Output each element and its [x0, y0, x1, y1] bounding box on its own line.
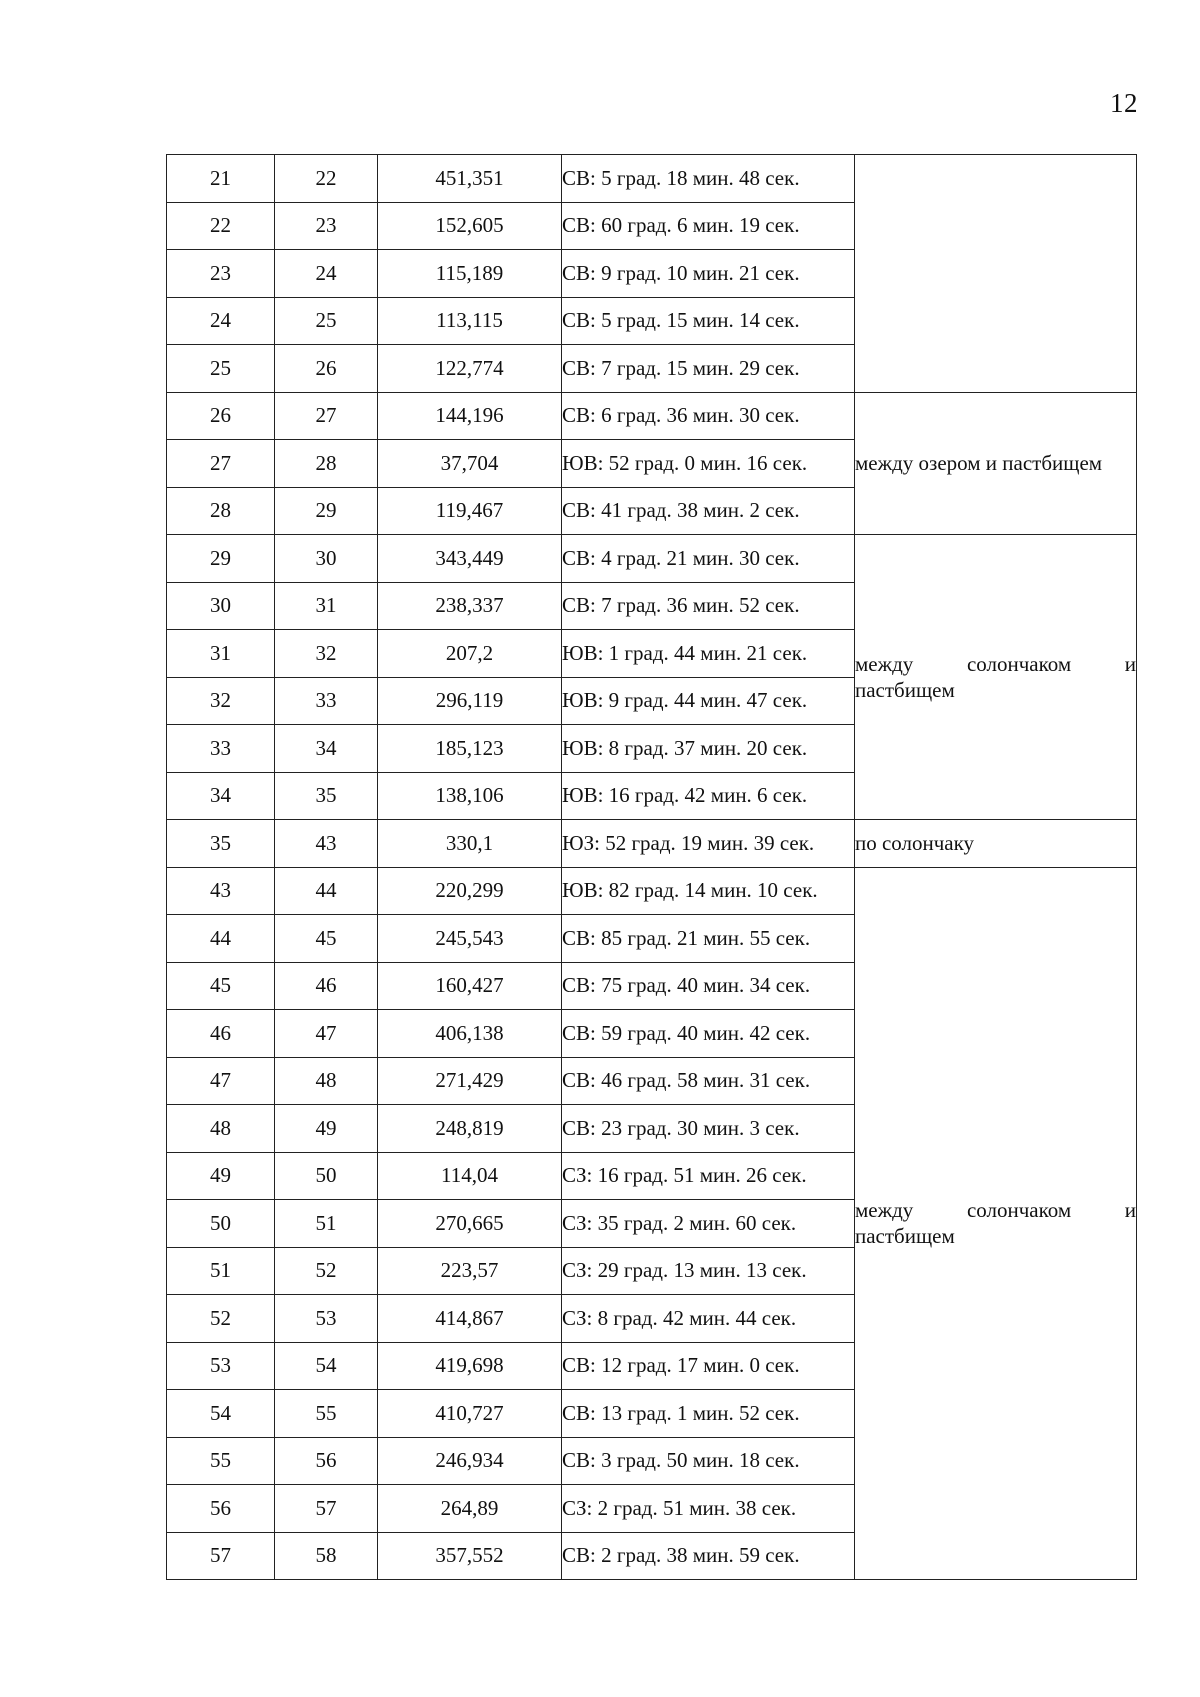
table-body: [167, 155, 1137, 1580]
table-row: [167, 820, 1137, 868]
point-to-cell: 43: [275, 820, 378, 868]
length-cell: 160,427: [378, 962, 562, 1010]
length-cell: 37,704: [378, 440, 562, 488]
point-from-cell: 30: [167, 582, 275, 630]
boundary-description-cell: по солончаку: [855, 820, 1137, 868]
point-from-cell: 35: [167, 820, 275, 868]
point-to-cell: 28: [275, 440, 378, 488]
length-cell: 270,665: [378, 1200, 562, 1248]
length-cell: 144,196: [378, 392, 562, 440]
direction-cell: СВ: 5 град. 18 мин. 48 сек.: [562, 155, 855, 203]
point-from-cell: 34: [167, 772, 275, 820]
boundary-description-cell: [855, 155, 1137, 393]
direction-cell: СВ: 7 град. 36 мин. 52 сек.: [562, 582, 855, 630]
direction-cell: СВ: 60 град. 6 мин. 19 сек.: [562, 202, 855, 250]
point-from-cell: 26: [167, 392, 275, 440]
point-to-cell: 30: [275, 535, 378, 583]
direction-cell: ЮЗ: 52 град. 19 мин. 39 сек.: [562, 820, 855, 868]
direction-cell: СВ: 4 град. 21 мин. 30 сек.: [562, 535, 855, 583]
direction-cell: СЗ: 29 град. 13 мин. 13 сек.: [562, 1247, 855, 1295]
direction-cell: СЗ: 2 град. 51 мин. 38 сек.: [562, 1485, 855, 1533]
length-cell: 115,189: [378, 250, 562, 298]
point-to-cell: 54: [275, 1342, 378, 1390]
direction-cell: СВ: 46 град. 58 мин. 31 сек.: [562, 1057, 855, 1105]
description-line: [855, 651, 1136, 677]
point-to-cell: 24: [275, 250, 378, 298]
point-to-cell: 58: [275, 1532, 378, 1580]
point-from-cell: 31: [167, 630, 275, 678]
point-to-cell: 31: [275, 582, 378, 630]
description-line: [855, 1197, 1136, 1223]
direction-cell: СВ: 41 град. 38 мин. 2 сек.: [562, 487, 855, 535]
point-from-cell: 33: [167, 725, 275, 773]
point-to-cell: 29: [275, 487, 378, 535]
length-cell: 264,89: [378, 1485, 562, 1533]
point-to-cell: 55: [275, 1390, 378, 1438]
direction-cell: СВ: 12 град. 17 мин. 0 сек.: [562, 1342, 855, 1390]
point-from-cell: 53: [167, 1342, 275, 1390]
point-from-cell: 32: [167, 677, 275, 725]
length-cell: 296,119: [378, 677, 562, 725]
description-word: солончаком: [966, 651, 1072, 676]
length-cell: 119,467: [378, 487, 562, 535]
point-to-cell: 53: [275, 1295, 378, 1343]
direction-cell: ЮВ: 52 град. 0 мин. 16 сек.: [562, 440, 855, 488]
point-to-cell: 26: [275, 345, 378, 393]
boundary-description-cell: между озером и пастбищем: [855, 392, 1137, 535]
length-cell: 246,934: [378, 1437, 562, 1485]
table-row: [167, 867, 1137, 915]
point-to-cell: 52: [275, 1247, 378, 1295]
point-from-cell: 52: [167, 1295, 275, 1343]
table-row: [167, 535, 1137, 583]
length-cell: 113,115: [378, 297, 562, 345]
direction-cell: ЮВ: 16 град. 42 мин. 6 сек.: [562, 772, 855, 820]
direction-cell: ЮВ: 8 град. 37 мин. 20 сек.: [562, 725, 855, 773]
length-cell: 238,337: [378, 582, 562, 630]
point-from-cell: 48: [167, 1105, 275, 1153]
direction-cell: СВ: 2 град. 38 мин. 59 сек.: [562, 1532, 855, 1580]
length-cell: 406,138: [378, 1010, 562, 1058]
point-to-cell: 57: [275, 1485, 378, 1533]
point-from-cell: 23: [167, 250, 275, 298]
length-cell: 138,106: [378, 772, 562, 820]
point-to-cell: 49: [275, 1105, 378, 1153]
direction-cell: СЗ: 8 град. 42 мин. 44 сек.: [562, 1295, 855, 1343]
point-from-cell: 51: [167, 1247, 275, 1295]
point-from-cell: 55: [167, 1437, 275, 1485]
boundary-description-cell: [855, 535, 1137, 820]
point-to-cell: 33: [275, 677, 378, 725]
point-from-cell: 47: [167, 1057, 275, 1105]
length-cell: 152,605: [378, 202, 562, 250]
length-cell: 330,1: [378, 820, 562, 868]
table-row: [167, 392, 1137, 440]
length-cell: 185,123: [378, 725, 562, 773]
description-line: пастбищем: [855, 1224, 955, 1249]
point-from-cell: 44: [167, 915, 275, 963]
length-cell: 271,429: [378, 1057, 562, 1105]
direction-cell: СВ: 6 град. 36 мин. 30 сек.: [562, 392, 855, 440]
point-to-cell: 46: [275, 962, 378, 1010]
point-from-cell: 28: [167, 487, 275, 535]
point-to-cell: 25: [275, 297, 378, 345]
point-from-cell: 25: [167, 345, 275, 393]
point-from-cell: 29: [167, 535, 275, 583]
description-word: и: [1124, 651, 1136, 676]
length-cell: 220,299: [378, 867, 562, 915]
length-cell: 419,698: [378, 1342, 562, 1390]
point-to-cell: 34: [275, 725, 378, 773]
point-to-cell: 44: [275, 867, 378, 915]
point-to-cell: 22: [275, 155, 378, 203]
point-from-cell: 45: [167, 962, 275, 1010]
length-cell: 207,2: [378, 630, 562, 678]
point-from-cell: 43: [167, 867, 275, 915]
direction-cell: СВ: 13 град. 1 мин. 52 сек.: [562, 1390, 855, 1438]
direction-cell: СВ: 7 град. 15 мин. 29 сек.: [562, 345, 855, 393]
length-cell: 122,774: [378, 345, 562, 393]
point-from-cell: 49: [167, 1152, 275, 1200]
point-to-cell: 45: [275, 915, 378, 963]
description-word: солончаком: [966, 1198, 1072, 1222]
point-to-cell: 35: [275, 772, 378, 820]
direction-cell: СВ: 75 град. 40 мин. 34 сек.: [562, 962, 855, 1010]
table-row: [167, 155, 1137, 203]
point-from-cell: 24: [167, 297, 275, 345]
point-to-cell: 48: [275, 1057, 378, 1105]
description-word: и: [1124, 1198, 1136, 1222]
point-from-cell: 56: [167, 1485, 275, 1533]
length-cell: 248,819: [378, 1105, 562, 1153]
length-cell: 245,543: [378, 915, 562, 963]
point-to-cell: 51: [275, 1200, 378, 1248]
point-to-cell: 47: [275, 1010, 378, 1058]
boundary-table: [166, 154, 1137, 1580]
point-from-cell: 22: [167, 202, 275, 250]
point-from-cell: 46: [167, 1010, 275, 1058]
point-to-cell: 23: [275, 202, 378, 250]
boundary-description-cell: [855, 867, 1137, 1580]
point-to-cell: 32: [275, 630, 378, 678]
point-from-cell: 21: [167, 155, 275, 203]
direction-cell: СВ: 5 град. 15 мин. 14 сек.: [562, 297, 855, 345]
page-number: 12: [1110, 88, 1138, 118]
length-cell: 451,351: [378, 155, 562, 203]
point-to-cell: 56: [275, 1437, 378, 1485]
description-word: между: [855, 1198, 914, 1222]
direction-cell: СВ: 59 град. 40 мин. 42 сек.: [562, 1010, 855, 1058]
length-cell: 357,552: [378, 1532, 562, 1580]
direction-cell: ЮВ: 82 град. 14 мин. 10 сек.: [562, 867, 855, 915]
direction-cell: СВ: 23 град. 30 мин. 3 сек.: [562, 1105, 855, 1153]
description-word: между: [855, 651, 914, 676]
direction-cell: СЗ: 35 град. 2 мин. 60 сек.: [562, 1200, 855, 1248]
length-cell: 223,57: [378, 1247, 562, 1295]
description-line: пастбищем: [855, 678, 955, 702]
length-cell: 114,04: [378, 1152, 562, 1200]
direction-cell: СЗ: 16 град. 51 мин. 26 сек.: [562, 1152, 855, 1200]
direction-cell: ЮВ: 9 град. 44 мин. 47 сек.: [562, 677, 855, 725]
point-from-cell: 27: [167, 440, 275, 488]
length-cell: 343,449: [378, 535, 562, 583]
direction-cell: СВ: 3 град. 50 мин. 18 сек.: [562, 1437, 855, 1485]
direction-cell: СВ: 9 град. 10 мин. 21 сек.: [562, 250, 855, 298]
point-from-cell: 50: [167, 1200, 275, 1248]
point-to-cell: 27: [275, 392, 378, 440]
point-from-cell: 57: [167, 1532, 275, 1580]
length-cell: 414,867: [378, 1295, 562, 1343]
direction-cell: ЮВ: 1 град. 44 мин. 21 сек.: [562, 630, 855, 678]
point-from-cell: 54: [167, 1390, 275, 1438]
direction-cell: СВ: 85 град. 21 мин. 55 сек.: [562, 915, 855, 963]
length-cell: 410,727: [378, 1390, 562, 1438]
point-to-cell: 50: [275, 1152, 378, 1200]
